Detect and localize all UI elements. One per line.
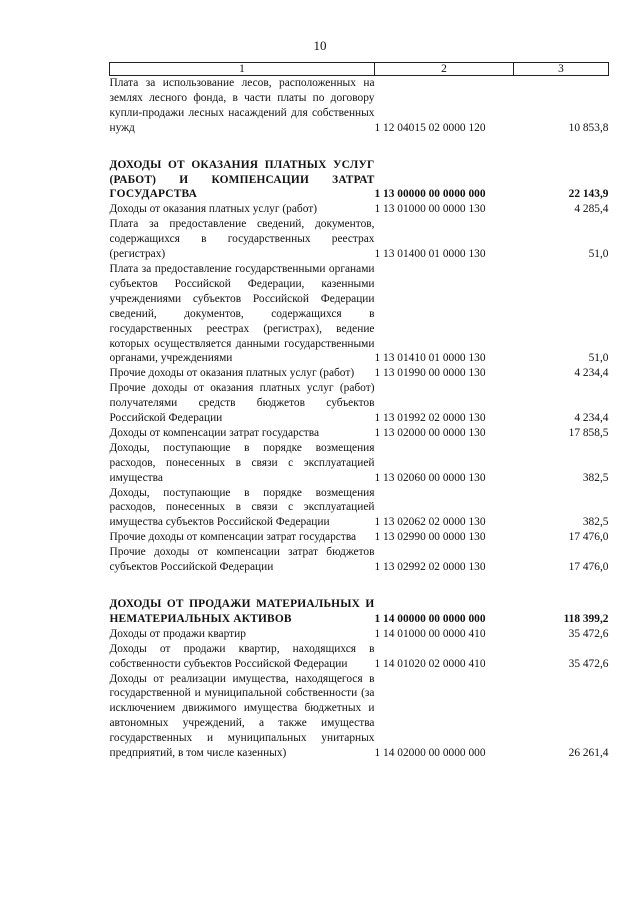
column-header-code: 2 [375, 63, 514, 76]
row-description: Плата за использование лесов, расположенных на землях лесного фонда, в части платы по договору купли-продажи лесных насаждений для собственных нужд [109, 77, 375, 134]
row-amount: 4 285,4 [574, 203, 609, 216]
row-code: 1 13 02060 00 0000 130 [374, 471, 486, 484]
table-row [110, 381, 609, 426]
page-number: 10 [313, 38, 327, 53]
section-spacer [110, 136, 609, 158]
row-description: Прочие доходы от компенсации затрат бюджетов субъектов Российской Федерации [109, 546, 375, 574]
row-description: Прочие доходы от оказания платных услуг (работ) получателями средств бюджетов субъектов Российской Федерации [109, 382, 375, 425]
row-description: Доходы, поступающие в порядке возмещения расходов, понесенных в связи с эксплуатацией имущества субъектов Российской Федерации [109, 486, 375, 529]
row-amount: 26 261,4 [568, 747, 609, 760]
table-row [110, 545, 609, 575]
row-code: 1 13 02992 02 0000 130 [374, 561, 486, 574]
section-header-row [110, 158, 609, 203]
column-header-row [110, 63, 609, 76]
table-row [110, 486, 609, 531]
row-description: Прочие доходы от компенсации затрат государства [109, 531, 357, 544]
row-amount: 10 853,8 [568, 121, 609, 134]
row-code: 1 14 02000 00 0000 000 [374, 747, 486, 760]
table-row [110, 441, 609, 486]
row-amount: 4 234,4 [574, 412, 609, 425]
table-body [110, 76, 609, 761]
row-description: Плата за предоставление сведений, документов, содержащихся в государственных реестрах (регистрах) [109, 218, 375, 261]
row-amount: 22 143,9 [568, 188, 609, 201]
row-code: 1 13 02000 00 0000 130 [374, 426, 486, 439]
column-header-description: 1 [110, 63, 375, 76]
row-description: ДОХОДЫ ОТ ОКАЗАНИЯ ПЛАТНЫХ УСЛУГ (РАБОТ) И КОМПЕНСАЦИИ ЗАТРАТ ГОСУДАРСТВА [109, 158, 375, 201]
row-code: 1 13 01410 01 0000 130 [374, 352, 486, 365]
row-amount: 51,0 [588, 352, 609, 365]
row-description: ДОХОДЫ ОТ ПРОДАЖИ МАТЕРИАЛЬНЫХ И НЕМАТЕРИАЛЬНЫХ АКТИВОВ [109, 598, 375, 625]
revenue-table [109, 62, 609, 761]
table-row [110, 76, 609, 136]
row-code: 1 13 00000 00 0000 000 [374, 188, 486, 201]
section-header-row [110, 597, 609, 627]
row-description: Плата за предоставление государственными органами субъектов Российской Федерации, казенными учреждениями субъектов Российской Федерации сведений, документов, содержащихся в государственных реестрах (регистрах), ведение которых осуществляется данными государственными органами, учреждениями [109, 262, 375, 365]
row-amount: 51,0 [588, 248, 609, 261]
table-row [110, 642, 609, 672]
table-row [110, 366, 609, 381]
table-row [110, 426, 609, 441]
row-code: 1 14 01020 02 0000 410 [374, 657, 486, 670]
row-description: Доходы от продажи квартир [109, 627, 246, 640]
row-amount: 17 858,5 [568, 426, 609, 439]
row-code: 1 13 01000 00 0000 130 [374, 203, 486, 216]
row-amount: 17 476,0 [568, 561, 609, 574]
row-description: Доходы от реализации имущества, находящегося в государственной и муниципальной собственности (за исключением движимого имущества бюджетных и автономных учреждений, а также имущества государственных и муниципальных унитарных предприятий, в том числе казенных) [109, 672, 375, 760]
table-row [110, 202, 609, 217]
row-amount: 35 472,6 [568, 657, 609, 670]
row-amount: 35 472,6 [568, 627, 609, 640]
row-code: 1 13 02062 02 0000 130 [374, 516, 486, 529]
row-code: 1 14 00000 00 0000 000 [374, 612, 486, 625]
row-code: 1 14 01000 00 0000 410 [374, 627, 486, 640]
row-amount: 118 399,2 [563, 612, 609, 625]
section-spacer [110, 575, 609, 597]
row-code: 1 12 04015 02 0000 120 [374, 121, 486, 134]
row-code: 1 13 02990 00 0000 130 [374, 531, 486, 544]
row-code: 1 13 01992 02 0000 130 [374, 412, 486, 425]
row-code: 1 13 01990 00 0000 130 [374, 367, 486, 380]
row-amount: 382,5 [582, 471, 609, 484]
table-row [110, 262, 609, 366]
table-row [110, 627, 609, 642]
table-row [110, 217, 609, 262]
row-description: Доходы от оказания платных услуг (работ) [109, 203, 318, 216]
row-description: Доходы от компенсации затрат государства [109, 426, 320, 439]
row-amount: 17 476,0 [568, 531, 609, 544]
row-code: 1 13 01400 01 0000 130 [374, 248, 486, 261]
column-header-amount: 3 [514, 63, 609, 76]
row-amount: 382,5 [582, 516, 609, 529]
table-row [110, 672, 609, 761]
row-description: Доходы от продажи квартир, находящихся в собственности субъектов Российской Федерации [109, 642, 375, 670]
row-amount: 4 234,4 [574, 367, 609, 380]
table-row [110, 530, 609, 545]
row-description: Доходы, поступающие в порядке возмещения расходов, понесенных в связи с эксплуатацией имущества [109, 441, 375, 484]
row-description: Прочие доходы от оказания платных услуг (работ) [109, 367, 355, 380]
